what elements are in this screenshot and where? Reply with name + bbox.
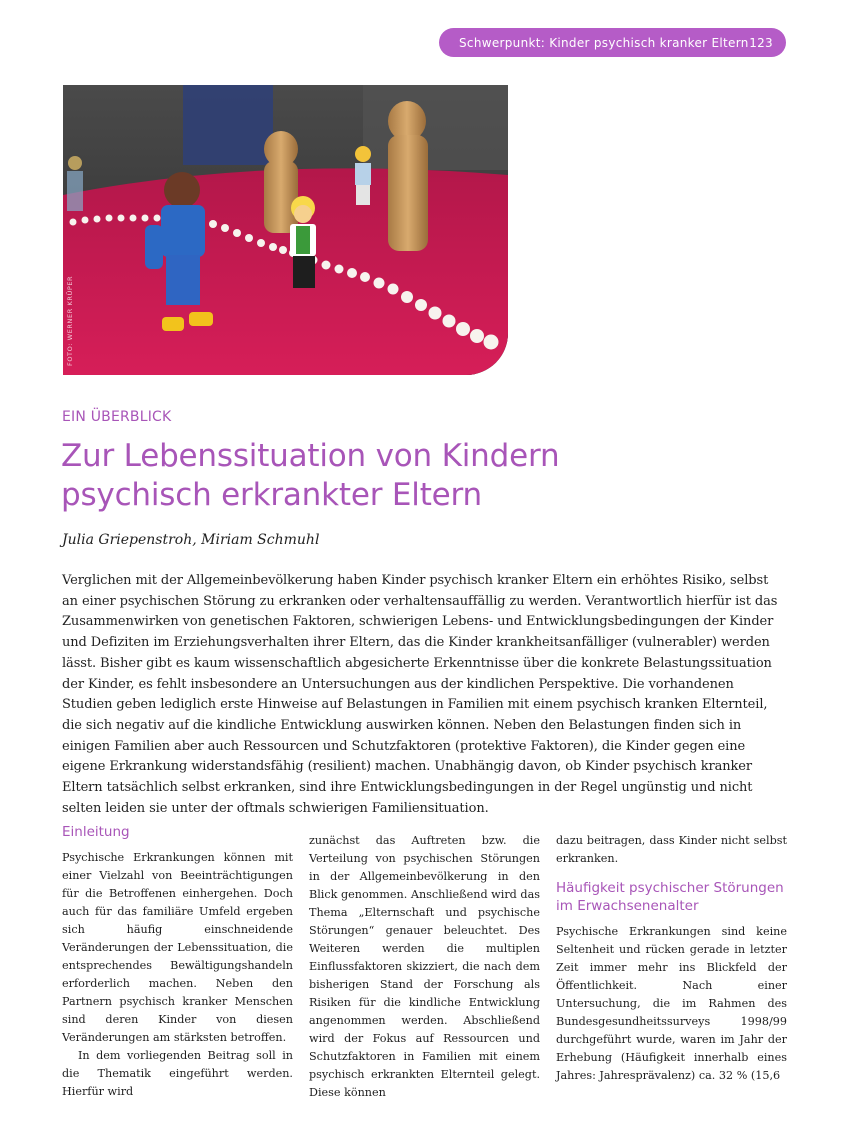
body-paragraph: In dem vorliegenden Beitrag soll in die Thematik eingeführt werden. Hierfür wird <box>62 1049 293 1098</box>
body-paragraph: zunächst das Auftreten bzw. die Verteilung von psychischen Störungen in der Allgemeinbevölkerung in den Blick genommen. Anschließend wird das Thema „Elternschaft und psychische Störungen“ genauer beleuchtet. Des Weiteren werden die multiplen Einflussfaktoren skizziert, die nach dem bisherigen Stand der Forschung als Risiken für die kindliche Entwicklung angenommen werden. Abschließend wird der Fokus auf Ressourcen und Schutzfaktoren in Familien mit einem psychisch erkrankten Elternteil gelegt. Diese können <box>309 834 540 1099</box>
section-heading-frequency: Häufigkeit psychischer Störungen im Erwachsenenalter <box>556 880 784 914</box>
article-title-line-1: Zur Lebenssituation von Kindern <box>61 438 560 474</box>
photo-credit: FOTO: WERNER KRÜPER <box>66 275 74 366</box>
text-column-2 <box>309 832 540 1102</box>
body-paragraph: Psychische Erkrankungen können mit einer Vielzahl von Beeinträchtigungen für die Betroffenen einhergehen. Doch auch für das familiäre Umfeld ergeben sich häufig einschneidende Veränderungen der Lebenssituation, die entsprechendes Bewältigungshandeln erforderlich machen. Neben den Partnern psychisch kranker Menschen sind deren Kinder von diesen Veränderungen am stärksten betroffen. <box>62 851 293 1044</box>
page-number: 123 <box>749 35 773 50</box>
text-column-1 <box>62 823 293 1101</box>
article-title <box>61 437 621 515</box>
article-kicker: EIN ÜBERBLICK <box>62 409 172 425</box>
running-header <box>439 28 786 57</box>
article-photo <box>63 85 508 375</box>
article-title-line-2: psychisch erkrankter Eltern <box>61 477 482 513</box>
running-header-title: Schwerpunkt: Kinder psychisch kranker Eltern <box>459 35 749 50</box>
body-paragraph: dazu beitragen, dass Kinder nicht selbst erkranken. <box>556 834 787 865</box>
article-abstract: Verglichen mit der Allgemeinbevölkerung haben Kinder psychisch kranker Eltern ein erhöhtes Risiko, selbst an einer psychischen Störung zu erkranken oder verhaltensauffällig zu werden. Verantwortlich hierfür ist das Zusammenwirken von genetischen Faktoren, schwierigen Lebens- und Entwicklungsbedingungen der Kinder und Defiziten im Erziehungsverhalten ihrer Eltern, das die Kinder krankheitsanfälliger (vulnerabler) werden lässt. Bisher gibt es kaum wissenschaftlich abgesicherte Erkenntnisse über die konkrete Belastungssituation der Kinder, es fehlt insbesondere an Untersuchungen aus der kindlichen Perspektive. Die vorhandenen Studien geben lediglich erste Hinweise auf Belastungen in Familien mit einem psychisch kranken Elternteil, die sich negativ auf die kindliche Entwicklung auswirken können. Neben den Belastungen finden sich in einigen Familien aber auch Ressourcen und Schutzfaktoren (protektive Faktoren), die Kinder gegen eine eigene Erkrankung widerstandsfähig (resilient) machen. Unabhängig davon, ob Kinder psychisch kranker Eltern tatsächlich selbst erkranken, sind ihre Entwicklungsbedingungen in der Regel ungünstig und nicht selten leiden sie unter der oftmals schwierigen Familiensituation. <box>62 573 778 816</box>
text-column-3 <box>556 832 787 1085</box>
body-paragraph: Psychische Erkrankungen sind keine Seltenheit und rücken gerade in letzter Zeit immer mehr ins Blickfeld der Öffentlichkeit. Nach einer Untersuchung, die im Rahmen des Bundesgesundheitssurveys 1998/99 durchgeführt wurde, waren im Jahr der Erhebung (Häufigkeit innerhalb eines Jahres: Jahresprävalenz) ca. 32 % (15,6 <box>556 925 787 1082</box>
section-heading-intro: Einleitung <box>62 824 130 840</box>
article-authors: Julia Griepenstroh, Miriam Schmuhl <box>62 532 320 548</box>
